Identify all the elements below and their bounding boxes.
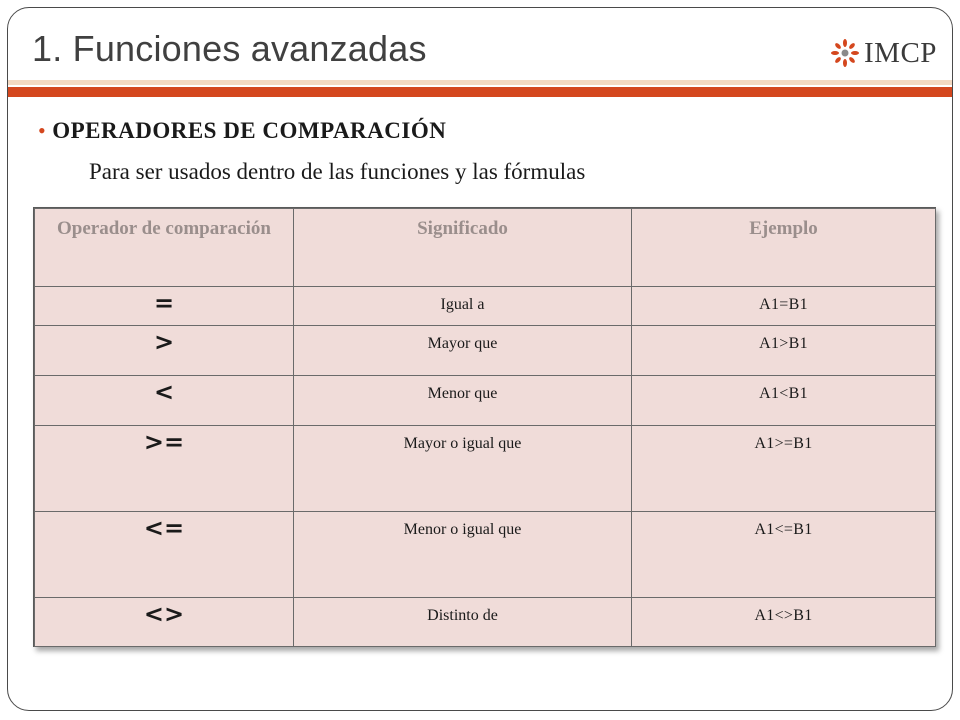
header-meaning: Significado [294,209,632,287]
section-heading-text: OPERADORES DE COMPARACIÓN [52,118,447,143]
meaning-cell: Mayor o igual que [294,426,632,512]
example-cell: A1<>B1 [632,598,936,647]
bullet-icon: • [38,118,47,143]
table-row [35,287,936,326]
table-header-row [35,209,936,287]
operator-cell: = [35,287,294,326]
example-cell: A1>=B1 [632,426,936,512]
slide-title: 1. Funciones avanzadas [32,28,427,69]
meaning-cell: Distinto de [294,598,632,647]
operator-cell: < [35,376,294,426]
title-rule-light [8,80,952,85]
operator-cell: <> [35,598,294,647]
title-rule [8,87,952,97]
header-operator: Operador de comparación [35,209,294,287]
example-cell: A1>B1 [632,326,936,376]
operator-cell: > [35,326,294,376]
example-cell: A1=B1 [632,287,936,326]
operators-table [33,207,936,647]
meaning-cell: Menor o igual que [294,512,632,598]
table-row [35,598,936,647]
table-row [35,512,936,598]
meaning-cell: Menor que [294,376,632,426]
example-cell: A1<B1 [632,376,936,426]
imcp-logo [830,33,950,73]
table-row [35,376,936,426]
operator-cell: >= [35,426,294,512]
imcp-logo-icon [830,38,860,68]
example-cell: A1<=B1 [632,512,936,598]
section-heading [38,118,446,144]
section-subtitle: Para ser usados dentro de las funciones y las fórmulas [89,159,586,184]
table-row [35,326,936,376]
meaning-cell: Igual a [294,287,632,326]
operator-cell: <= [35,512,294,598]
meaning-cell: Mayor que [294,326,632,376]
header-example: Ejemplo [632,209,936,287]
logo-text: IMCP [864,36,937,69]
table-row [35,426,936,512]
